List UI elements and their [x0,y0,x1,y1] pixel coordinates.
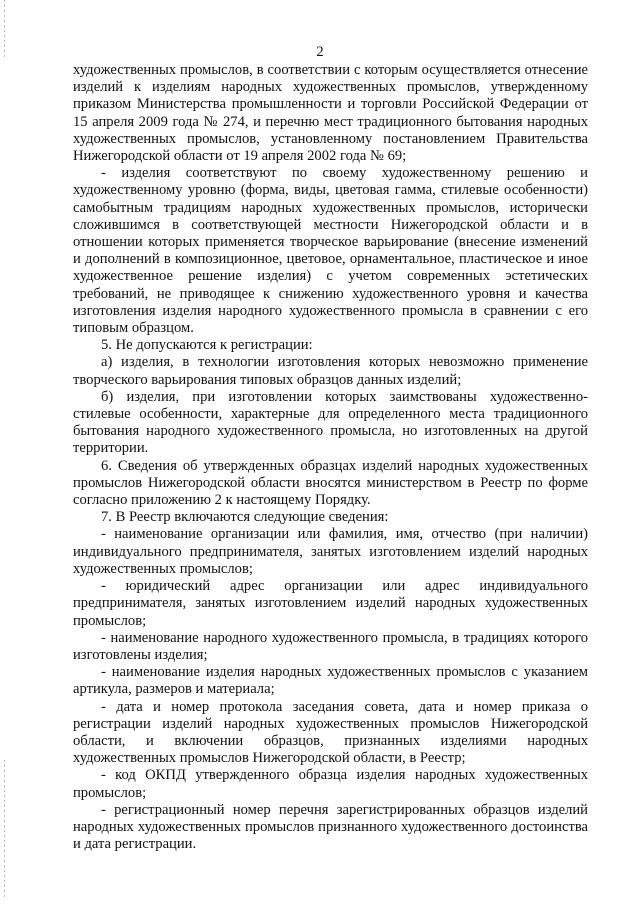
scan-edge-mark [4,760,5,900]
paragraph-section-7: 7. В Реестр включаются следующие сведения: [101,509,389,526]
paragraph-item-artistic-level: - изделия соответствуют по своему художественному решению и художественному уровню (форма, виды, цветовая гамма, стилевые особенности) самобытным традициям народных художественных промыслов, исторически сложившимся в соответствующей местности Нижегородской области и в отношении которых применяется творческое варьирование (внесение изменений и дополнений в композиционное, цветовое, орнаментальное, пластическое и иное художественное решение изделия) с учетом современных эстетических требований, не приводящее к снижению художественного уровня и качества изготовления изделия народного художественного промысла в сравнении с его типовым образцом. [73,165,588,337]
paragraph-continuation: художественных промыслов, в соответствии с которым осуществляется отнесение изделий к изделиям народных художественных промыслов, утвержденному приказом Министерства промышленности и торговли Российской Федерации от 15 апреля 2009 года № 274, и перечню мест традиционного бытования народных художественных промыслов, установленному постановлением Правительства Нижегородской области от 19 апреля 2002 года № 69; [73,62,588,165]
paragraph-section-5a: а) изделия, в технологии изготовления которых невозможно применение творческого варьирования типовых образцов данных изделий; [73,354,588,388]
paragraph-item-legal-address: - юридический адрес организации или адрес индивидуального предпринимателя, занятых изготовлением изделий народных художественных промыслов; [73,578,588,629]
paragraph-section-6: 6. Сведения об утвержденных образцах изделий народных художественных промыслов Нижегородской области вносятся министерством в Реестр по форме согласно приложению 2 к настоящему Порядку. [73,457,588,509]
paragraph-item-protocol: - дата и номер протокола заседания совета, дата и номер приказа о регистрации изделий народных художественных промыслов Нижегородской области, и включении образцов, признанных изделиями народных художественных промыслов Нижегородской области, в Реестр; [73,698,588,767]
paragraph-item-product-name: - наименование изделия народных художественных промыслов с указанием артикула, размеров и материала; [73,664,588,698]
paragraph-item-organization-name: - наименование организации или фамилия, имя, отчество (при наличии) индивидуального предпринимателя, занятых изготовлением изделий народных художественных промыслов; [73,526,588,577]
paragraph-section-5b: б) изделия, при изготовлении которых заимствованы художественно-стилевые особенности, характерные для определенного места традиционного бытования народного художественного промысла, но изготовленных на другой территории. [73,388,588,457]
paragraph-item-registration-number: - регистрационный номер перечня зарегистрированных образцов изделий народных художественных промыслов признанного художественного достоинства и дата регистрации. [73,801,588,853]
document-body [73,62,588,853]
paragraph-item-okpd-code: - код ОКПД утвержденного образца изделия народных художественных промыслов; [73,767,588,801]
paragraph-section-5: 5. Не допускаются к регистрации: [101,337,313,354]
paragraph-item-craft-name: - наименование народного художественного промысла, в традициях которого изготовлены изделия; [73,629,588,663]
page-number: 2 [316,44,324,60]
